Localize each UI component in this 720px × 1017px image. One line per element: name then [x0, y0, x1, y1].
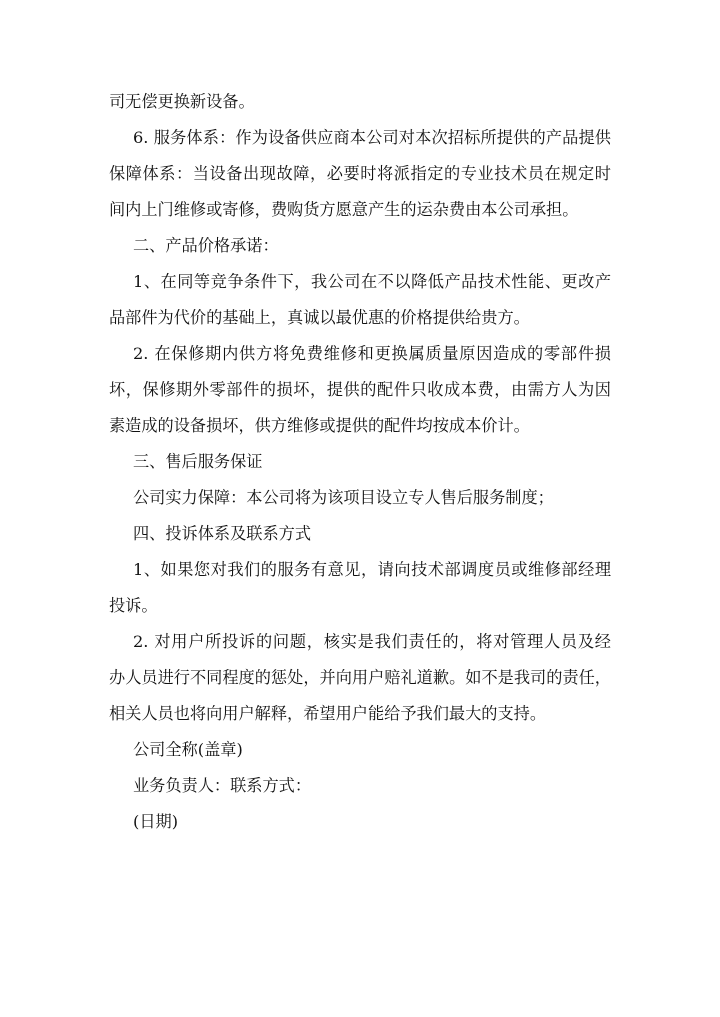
- paragraph-line: 2. 在保修期内供方将免费维修和更换属质量原因造成的零部件损: [133, 344, 611, 363]
- paragraph-line: 办人员进行不同程度的惩处，并向用户赔礼道歉。如不是我司的责任，: [109, 668, 611, 687]
- paragraph-line: 1、在同等竞争条件下，我公司在不以降低产品技术性能、更改产: [133, 272, 611, 291]
- date-line: (日期): [133, 812, 179, 831]
- company-name-line: 公司全称(盖章): [133, 740, 243, 759]
- paragraph-line: 品部件为代价的基础上，真诚以最优惠的价格提供给贵方。: [109, 308, 530, 327]
- section-heading: 二、产品价格承诺：: [133, 236, 279, 255]
- paragraph-line: 投诉。: [109, 596, 158, 615]
- paragraph-line: 坏，保修期外零部件的损坏，提供的配件只收成本费，由需方人为因: [109, 380, 611, 399]
- contact-line: 业务负责人：联系方式：: [133, 776, 312, 795]
- paragraph-line: 相关人员也将向用户解释，希望用户能给予我们最大的支持。: [109, 704, 547, 723]
- paragraph-line: 间内上门维修或寄修，费购货方愿意产生的运杂费由本公司承担。: [109, 200, 579, 219]
- paragraph-line: 6. 服务体系：作为设备供应商本公司对本次招标所提供的产品提供: [133, 128, 611, 147]
- paragraph-line: 公司实力保障：本公司将为该项目设立专人售后服务制度；: [133, 488, 554, 507]
- paragraph-line: 素造成的设备损坏，供方维修或提供的配件均按成本价计。: [109, 416, 530, 435]
- paragraph-line: 保障体系：当设备出现故障，必要时将派指定的专业技术员在规定时: [109, 164, 611, 183]
- document-body: [109, 84, 611, 840]
- paragraph-line: 1、如果您对我们的服务有意见，请向技术部调度员或维修部经理: [133, 560, 611, 579]
- section-heading: 四、投诉体系及联系方式: [133, 524, 312, 543]
- paragraph-line: 2. 对用户所投诉的问题，核实是我们责任的，将对管理人员及经: [133, 632, 611, 651]
- paragraph-line: 司无偿更换新设备。: [109, 92, 255, 111]
- section-heading: 三、售后服务保证: [133, 452, 263, 471]
